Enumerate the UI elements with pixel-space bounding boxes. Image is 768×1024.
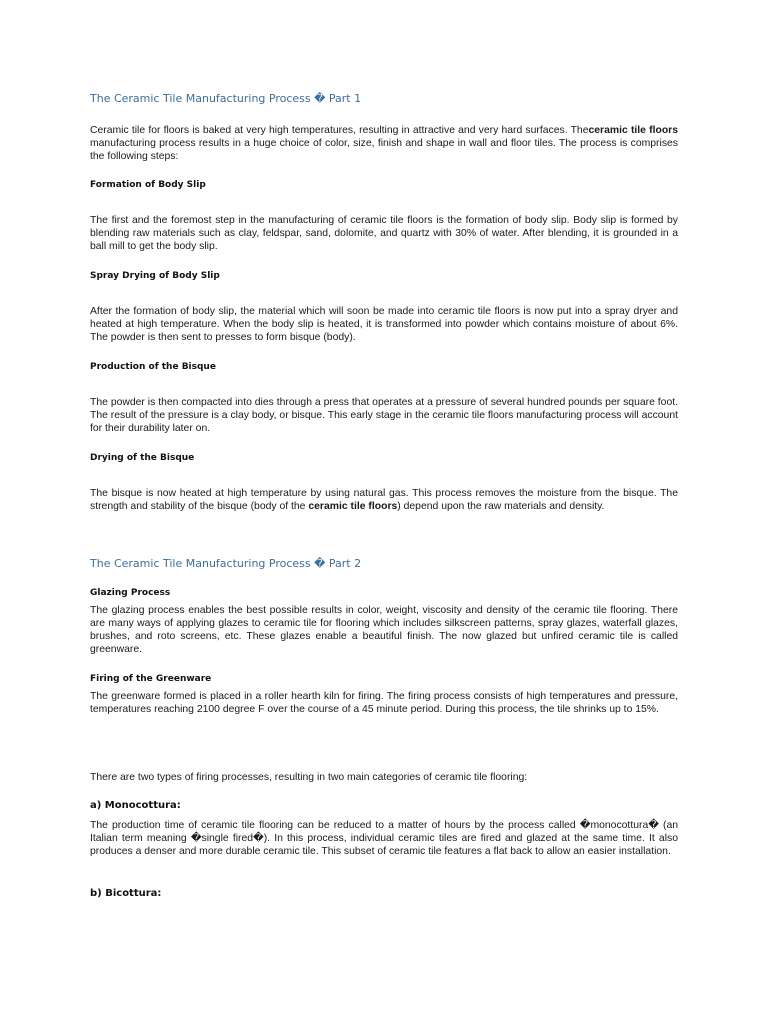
heading-formation-body-slip: Formation of Body Slip (90, 180, 206, 190)
heading-firing-greenware: Firing of the Greenware (90, 674, 212, 684)
ceramic-tile-floors-bold: ceramic tile floors (588, 125, 678, 136)
heading-production-bisque: Production of the Bisque (90, 362, 216, 372)
part1-intro: Ceramic tile for floors is baked at very high temperatures, resulting in attractive and very hard surfaces. Theceramic tile floors manufacturing process results in a huge choice of color, size, finish and shape in wall and floor tiles. The process is comprises the following steps: (90, 125, 678, 163)
para-firing-types-intro: There are two types of firing processes, resulting in two main categories of ceramic tile flooring: (90, 772, 528, 783)
heading-drying-bisque: Drying of the Bisque (90, 453, 195, 463)
para-formation-body-slip: The first and the foremost step in the manufacturing of ceramic tile floors is the formation of body slip. Body slip is formed by blending raw materials such as clay, feldspar, sand, dolomite, and quartz with 30% of water. After blending, it is grounded in a ball mill to get the body slip. (90, 215, 678, 253)
ceramic-tile-floors-bold-2: ceramic tile floors (308, 501, 398, 513)
para-production-bisque: The powder is then compacted into dies through a press that operates at a pressure of several hundred pounds per square foot. The result of the pressure is a clay body, or bisque. This early stage in the ceramic tile floors manufacturing process will account for their durability later on. (90, 397, 678, 435)
para-spray-drying: After the formation of body slip, the material which will soon be made into ceramic tile floors is now put into a spray dryer and heated at high temperature. When the body slip is heated, it is transformed into powder which contains moisture of about 6%. The powder is then sent to presses to form bisque (body). (90, 306, 678, 344)
para-monocottura: The production time of ceramic tile flooring can be reduced to a matter of hours by the process called �monocottura� (an Italian term meaning �single fired�). In this process, individual ceramic tiles are fired and glazed at the same time. It also produces a denser and more durable ceramic tile. This subset of ceramic tile features a flat back to allow an easier installation. (90, 820, 678, 858)
heading-spray-drying: Spray Drying of Body Slip (90, 271, 220, 281)
part1-title: The Ceramic Tile Manufacturing Process � Part 1 (90, 92, 362, 105)
heading-glazing-process: Glazing Process (90, 588, 171, 598)
para-drying-bisque: The bisque is now heated at high temperature by using natural gas. This process removes the moisture from the bisque. The strength and stability of the bisque (body of the ceramic tile floors) depend upon the raw materials and density. (90, 488, 678, 513)
heading-bicottura: b) Bicottura: (90, 888, 162, 899)
para-glazing-process: The glazing process enables the best possible results in color, weight, viscosity and density of the ceramic tile flooring. There are many ways of applying glazes to ceramic tile for flooring which includes silkscreen patterns, spray glazes, waterfall glazes, brushes, and roto screens, etc. These glazes enable a beautiful finish. The now glazed but unfired ceramic tile is called greenware. (90, 605, 678, 656)
para-firing-greenware: The greenware formed is placed in a roller hearth kiln for firing. The firing process consists of high temperatures and pressure, temperatures reaching 2100 degree F over the course of a 45 minute period. During this process, the tile shrinks up to 15%. (90, 691, 678, 716)
heading-monocottura: a) Monocottura: (90, 800, 181, 811)
part2-title: The Ceramic Tile Manufacturing Process � Part 2 (90, 557, 362, 570)
